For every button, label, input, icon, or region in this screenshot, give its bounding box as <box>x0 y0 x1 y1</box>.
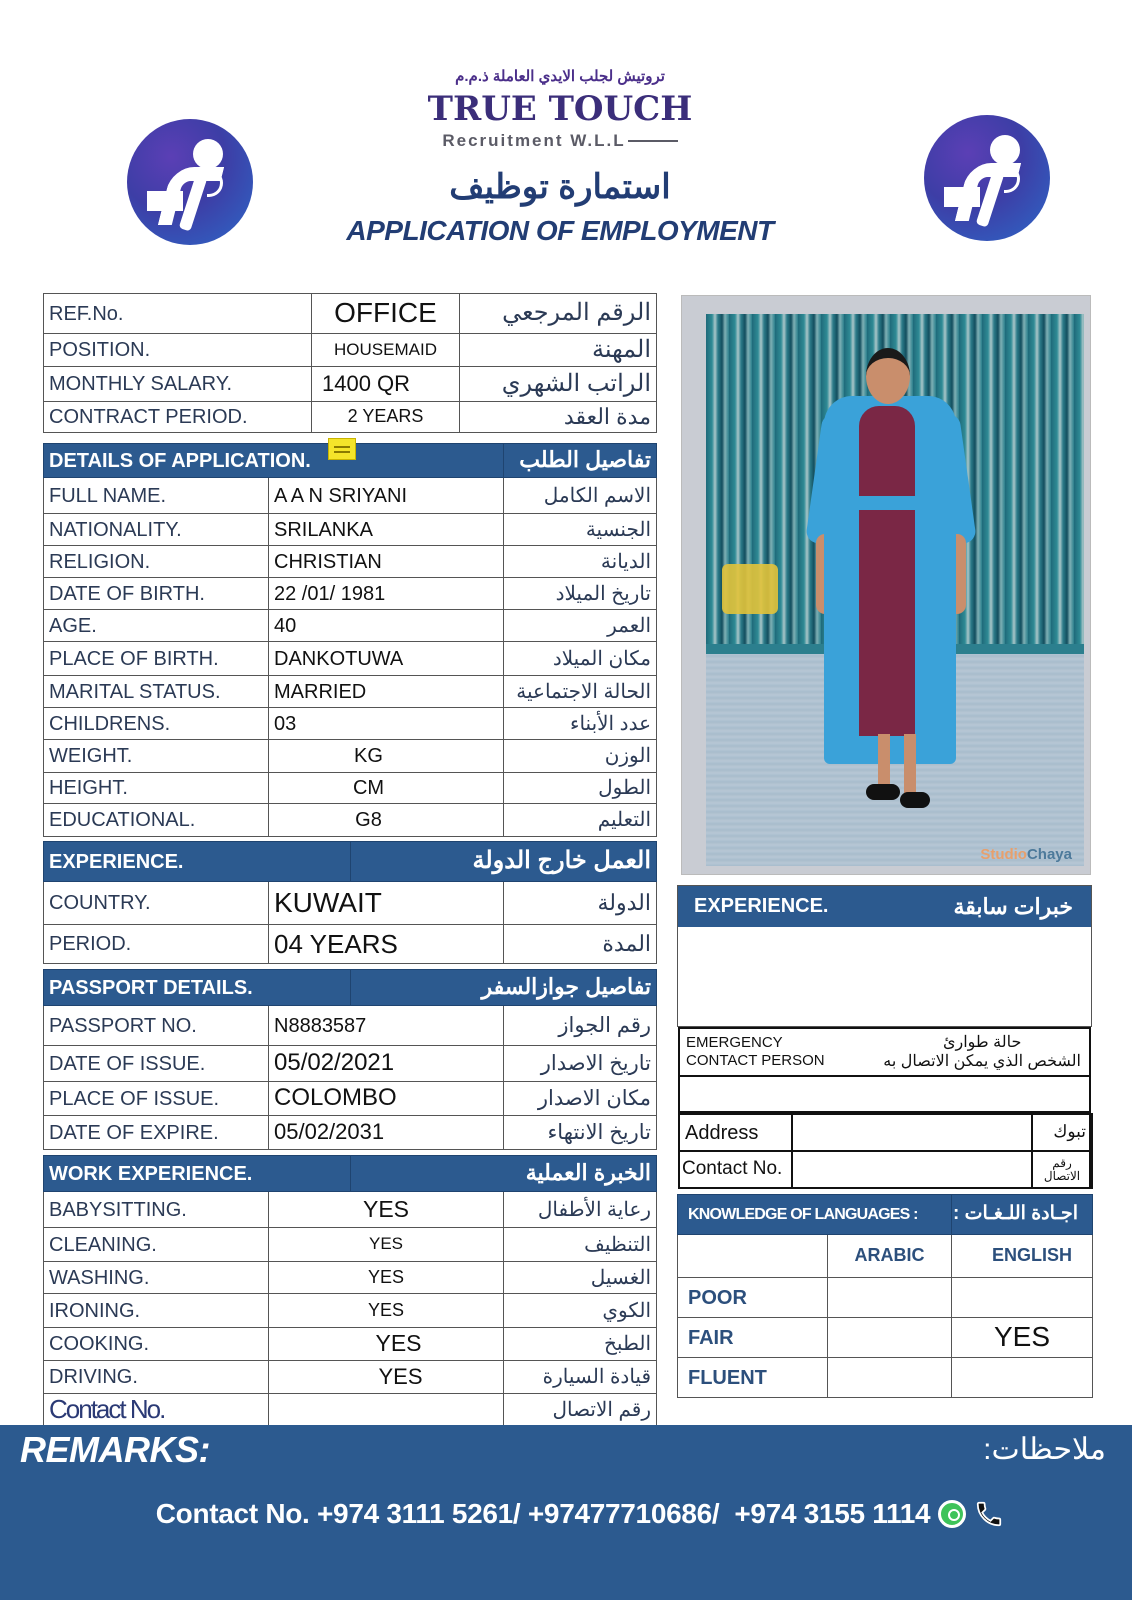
table-row <box>44 478 657 514</box>
row-value: CHRISTIAN <box>269 546 504 578</box>
row-value: KG <box>269 740 504 773</box>
row-value <box>269 1394 504 1426</box>
emergency-arabic-line1: حالة طوارئ <box>942 1034 1022 1051</box>
experience-abroad-table <box>43 841 657 964</box>
table-row <box>44 578 657 610</box>
row-label: EDUCATIONAL. <box>44 804 269 837</box>
row-label-arabic: الحالة الاجتماعية <box>504 676 657 708</box>
row-label: DRIVING. <box>44 1361 269 1394</box>
row-label: CLEANING. <box>44 1228 269 1262</box>
row-label-arabic: الغسيل <box>504 1262 657 1294</box>
table-row <box>678 1278 1093 1318</box>
row-label: MARITAL STATUS. <box>44 676 269 708</box>
row-label: DATE OF ISSUE. <box>44 1046 269 1082</box>
contact-field[interactable] <box>792 1151 1032 1188</box>
row-label-arabic: المهنة <box>460 334 657 367</box>
brand-name: TRUE TOUCH <box>427 89 693 129</box>
table-row <box>44 740 657 773</box>
table-row <box>44 1046 657 1082</box>
logo-left-icon <box>127 119 253 245</box>
row-value: N8883587 <box>269 1006 504 1046</box>
empty-cell <box>678 1235 828 1278</box>
row-label: COUNTRY. <box>44 882 269 925</box>
summary-table <box>43 293 657 433</box>
row-label-arabic: رقم الجواز <box>504 1006 657 1046</box>
remarks-label-arabic: ملاحظات: <box>983 1433 1106 1466</box>
row-value: SRILANKA <box>269 514 504 546</box>
section-title: EXPERIENCE. <box>44 842 351 882</box>
row-label-arabic: العمر <box>504 610 657 642</box>
row-label-arabic: رعاية الأطفال <box>504 1192 657 1228</box>
row-label: COOKING. <box>44 1328 269 1361</box>
row-label: POSITION. <box>44 334 312 367</box>
english-level-cell[interactable] <box>952 1278 1093 1318</box>
row-label-arabic: مكان الميلاد <box>504 642 657 676</box>
arabic-level-cell[interactable] <box>828 1358 952 1398</box>
row-label: HEIGHT. <box>44 773 269 804</box>
row-label: PASSPORT NO. <box>44 1006 269 1046</box>
row-label-arabic: تاريخ الميلاد <box>504 578 657 610</box>
table-row <box>44 642 657 676</box>
contact-numbers: Contact No. +974 3111 5261/ +97477710686/ +974 3155 1114 <box>155 1498 931 1529</box>
section-title: EXPERIENCE. <box>694 895 829 917</box>
logo-right-icon <box>924 115 1050 241</box>
row-value: MARRIED <box>269 676 504 708</box>
row-label-arabic: الدولة <box>504 882 657 925</box>
row-label-arabic: الديانة <box>504 546 657 578</box>
row-label: PERIOD. <box>44 925 269 964</box>
column-header: ARABIC <box>828 1235 952 1278</box>
passport-table <box>43 969 657 1150</box>
language-level: POOR <box>678 1278 828 1318</box>
table-row <box>44 1006 657 1046</box>
arabic-level-cell[interactable] <box>828 1318 952 1358</box>
row-label: DATE OF BIRTH. <box>44 578 269 610</box>
previous-experience-content[interactable] <box>678 927 1091 1025</box>
table-row <box>44 334 657 367</box>
table-row <box>44 804 657 837</box>
table-row <box>44 676 657 708</box>
table-row <box>44 1394 657 1426</box>
page-title-arabic: استمارة توظيف <box>449 168 671 206</box>
address-label-arabic: تبوك <box>1032 1114 1092 1151</box>
row-value: KUWAIT <box>269 882 504 925</box>
english-level-cell[interactable]: YES <box>952 1318 1093 1358</box>
row-label-arabic: التعليم <box>504 804 657 837</box>
whatsapp-icon[interactable] <box>938 1500 966 1528</box>
column-header: ENGLISH <box>952 1235 1093 1278</box>
table-row <box>44 294 657 334</box>
row-value: 2 YEARS <box>312 402 460 433</box>
remarks-label: REMARKS: <box>20 1429 210 1470</box>
table-row <box>678 1235 1093 1278</box>
section-title-arabic: تفاصيل الطلب <box>504 444 657 478</box>
language-level: FAIR <box>678 1318 828 1358</box>
arabic-level-cell[interactable] <box>828 1278 952 1318</box>
applicant-photo <box>681 295 1091 875</box>
brand-subtitle <box>420 130 700 152</box>
section-header <box>678 886 1091 927</box>
row-label: DATE OF EXPIRE. <box>44 1116 269 1150</box>
row-label-arabic: الاسم الكامل <box>504 478 657 514</box>
row-value: A A N SRIYANI <box>269 478 504 514</box>
row-label: Contact No. <box>44 1394 269 1426</box>
section-header <box>44 842 657 882</box>
table-row <box>44 773 657 804</box>
row-label-arabic: مكان الاصدار <box>504 1082 657 1116</box>
table-row <box>44 610 657 642</box>
language-level: FLUENT <box>678 1358 828 1398</box>
row-label-arabic: الكوي <box>504 1294 657 1328</box>
row-label: NATIONALITY. <box>44 514 269 546</box>
section-header <box>678 1195 1093 1235</box>
table-row <box>679 1114 1092 1151</box>
row-value: 05/02/2021 <box>269 1046 504 1082</box>
row-label: IRONING. <box>44 1294 269 1328</box>
brand-subtitle-text: Recruitment W.L.L <box>442 131 626 150</box>
table-row <box>44 367 657 402</box>
row-value: 1400 QR <box>312 367 460 402</box>
row-label-arabic: التنظيف <box>504 1228 657 1262</box>
row-label: PLACE OF ISSUE. <box>44 1082 269 1116</box>
row-label: RELIGION. <box>44 546 269 578</box>
table-row <box>44 1116 657 1150</box>
row-value: DANKOTUWA <box>269 642 504 676</box>
contact-line <box>60 1494 1100 1534</box>
row-label: REF.No. <box>44 294 312 334</box>
table-row <box>44 925 657 964</box>
row-label-arabic: الطبخ <box>504 1328 657 1361</box>
page-title: APPLICATION OF EMPLOYMENT <box>346 215 774 246</box>
row-label-arabic: الراتب الشهري <box>460 367 657 402</box>
brand-arabic: تروتيش لجلب الايدي العاملة ذ.م.م <box>455 68 665 85</box>
section-title: PASSPORT DETAILS. <box>44 970 351 1006</box>
table-row <box>44 1228 657 1262</box>
section-title-arabic: اجـادة اللـغـات : <box>952 1195 1093 1235</box>
sticky-note-icon[interactable] <box>328 438 356 460</box>
watermark-chaya: Chaya <box>1026 846 1072 863</box>
emergency-label-line1: EMERGENCY <box>686 1034 783 1051</box>
row-label-arabic: الرقم المرجعي <box>460 294 657 334</box>
photo-watermark <box>980 846 1072 864</box>
emergency-details-table <box>678 1113 1093 1189</box>
table-row <box>44 402 657 433</box>
row-value: HOUSEMAID <box>312 334 460 367</box>
section-header <box>44 1156 657 1192</box>
section-title-arabic: الخبرة العملية <box>351 1156 657 1192</box>
contact-label: Contact No. <box>679 1151 792 1188</box>
table-row <box>44 546 657 578</box>
row-value: 04 YEARS <box>269 925 504 964</box>
table-row <box>44 1328 657 1361</box>
table-row <box>44 1361 657 1394</box>
previous-experience-panel <box>677 885 1092 1027</box>
row-value: G8 <box>269 804 504 837</box>
table-row <box>44 514 657 546</box>
english-level-cell[interactable] <box>952 1358 1093 1398</box>
brand-underline <box>628 140 678 142</box>
phone-icon[interactable] <box>974 1499 1004 1529</box>
address-field[interactable] <box>792 1114 1032 1151</box>
row-label: FULL NAME. <box>44 478 269 514</box>
section-title-arabic: خبرات سابقة <box>953 893 1073 919</box>
table-row <box>679 1151 1092 1188</box>
section-title-arabic: العمل خارج الدولة <box>351 842 657 882</box>
emergency-name-field[interactable] <box>680 1077 1089 1113</box>
row-label-arabic: مدة العقد <box>460 402 657 433</box>
row-label-arabic: قيادة السيارة <box>504 1361 657 1394</box>
table-row <box>44 1294 657 1328</box>
watermark-studio: Studio <box>980 846 1027 863</box>
row-label: CONTRACT PERIOD. <box>44 402 312 433</box>
row-label: MONTHLY SALARY. <box>44 367 312 402</box>
row-label: WEIGHT. <box>44 740 269 773</box>
section-title-arabic: تفاصيل جوازالسفر <box>351 970 657 1006</box>
table-row <box>44 882 657 925</box>
section-title: KNOWLEDGE OF LANGUAGES : <box>678 1195 952 1235</box>
row-label-arabic: الطول <box>504 773 657 804</box>
row-label: AGE. <box>44 610 269 642</box>
work-experience-table <box>43 1155 657 1426</box>
table-row <box>678 1318 1093 1358</box>
table-row <box>678 1358 1093 1398</box>
section-title: WORK EXPERIENCE. <box>44 1156 351 1192</box>
row-value: YES <box>269 1361 504 1394</box>
details-table <box>43 443 657 837</box>
row-value: OFFICE <box>312 294 460 334</box>
row-value: 05/02/2031 <box>269 1116 504 1150</box>
emergency-label <box>686 1034 825 1070</box>
row-label-arabic: عدد الأبناء <box>504 708 657 740</box>
emergency-arabic-line2: الشخص الذي يمكن الاتصال به <box>883 1053 1081 1070</box>
row-label-arabic: الوزن <box>504 740 657 773</box>
row-value: YES <box>269 1262 504 1294</box>
row-value: COLOMBO <box>269 1082 504 1116</box>
row-label: BABYSITTING. <box>44 1192 269 1228</box>
row-label: WASHING. <box>44 1262 269 1294</box>
section-header <box>44 970 657 1006</box>
emergency-header <box>680 1029 1089 1077</box>
table-row <box>44 1082 657 1116</box>
emergency-contact-box <box>678 1027 1091 1189</box>
emergency-label-line2: CONTACT PERSON <box>686 1052 825 1069</box>
row-value: YES <box>269 1328 504 1361</box>
row-value: 22 /01/ 1981 <box>269 578 504 610</box>
languages-table <box>677 1194 1093 1398</box>
table-row <box>44 1192 657 1228</box>
row-label-arabic: الجنسية <box>504 514 657 546</box>
table-row <box>44 1262 657 1294</box>
row-value: 03 <box>269 708 504 740</box>
section-title: DETAILS OF APPLICATION. <box>44 444 504 478</box>
row-label-arabic: تاريخ الاصدار <box>504 1046 657 1082</box>
contact-label-arabic: رقم الاتصال <box>1032 1151 1092 1188</box>
row-label-arabic: رقم الاتصال <box>504 1394 657 1426</box>
row-value: YES <box>269 1228 504 1262</box>
row-label-arabic: المدة <box>504 925 657 964</box>
row-value: YES <box>269 1294 504 1328</box>
row-value: CM <box>269 773 504 804</box>
row-value: 40 <box>269 610 504 642</box>
row-value: YES <box>269 1192 504 1228</box>
row-label: PLACE OF BIRTH. <box>44 642 269 676</box>
address-label: Address <box>679 1114 792 1151</box>
row-label-arabic: تاريخ الانتهاء <box>504 1116 657 1150</box>
table-row <box>44 708 657 740</box>
row-label: CHILDRENS. <box>44 708 269 740</box>
emergency-label-arabic <box>883 1033 1081 1071</box>
